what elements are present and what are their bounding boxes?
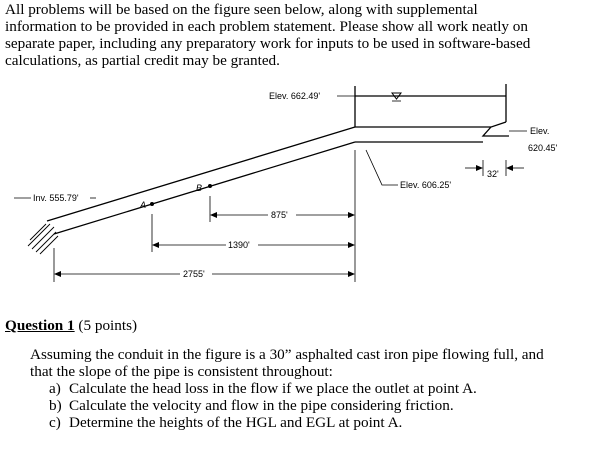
outlet-hatch [28,224,58,254]
item-text: Determine the heights of the HGL and EGL at point A. [69,414,403,431]
item-marker: a) [49,380,61,397]
label-point-b: B [196,183,203,193]
label-elev-right-1: Elev. [530,126,550,136]
arrowhead [54,271,61,277]
question-item [49,380,608,397]
pipe-top-wall [47,127,355,221]
question-body [30,346,608,431]
question-item [49,414,608,431]
label-elev-pipe-inlet: Elev. 606.25' [400,180,452,190]
item-marker: c) [49,414,61,431]
question-line: that the slope of the pipe is consistent throughout: [30,363,333,380]
arrowhead [348,242,355,248]
arrowhead [152,242,159,248]
label-elev-right-2: 620.45' [528,143,558,153]
point-a-marker [150,202,154,206]
question-line: Assuming the conduit in the figure is a 30” asphalted cast iron pipe flowing full, and [30,346,544,363]
intro-line: separate paper, including any preparatory work for inputs to be used in software-based [5,35,531,52]
arrowhead [210,212,217,218]
question-heading [5,317,137,334]
question-item [49,397,608,414]
question-items [30,380,608,431]
pipe-bottom-wall [54,142,355,234]
question-title: Question 1 [5,317,75,334]
item-text: Calculate the head loss in the flow if we place the outlet at point A. [69,380,477,397]
label-dim-875: 875' [271,210,288,220]
leader-elev-pipe-inlet [366,150,398,185]
arrowhead [506,165,513,171]
intro-line: All problems will be based on the figure seen below, along with supplemental [5,1,478,18]
question-points: (5 points) [78,317,138,334]
point-b-marker [208,184,212,188]
label-dim-2755: 2755' [183,269,205,279]
label-dim-1390: 1390' [228,240,250,250]
label-inv-outlet: Inv. 555.79' [33,193,79,203]
arrowhead [348,212,355,218]
arrowhead [348,271,355,277]
reservoir-bottom [483,122,509,136]
label-elev-reservoir: Elev. 662.49' [269,91,321,101]
item-marker: b) [49,397,62,414]
intro-line: information to be provided in each problem statement. Please show all work neatly on [5,18,528,35]
arrowhead [476,165,483,171]
item-text: Calculate the velocity and flow in the pipe considering friction. [69,397,454,414]
intro-line: calculations, as partial credit may be granted. [5,52,280,69]
label-dim-32: 32' [487,169,499,179]
label-point-a: A [140,200,147,210]
